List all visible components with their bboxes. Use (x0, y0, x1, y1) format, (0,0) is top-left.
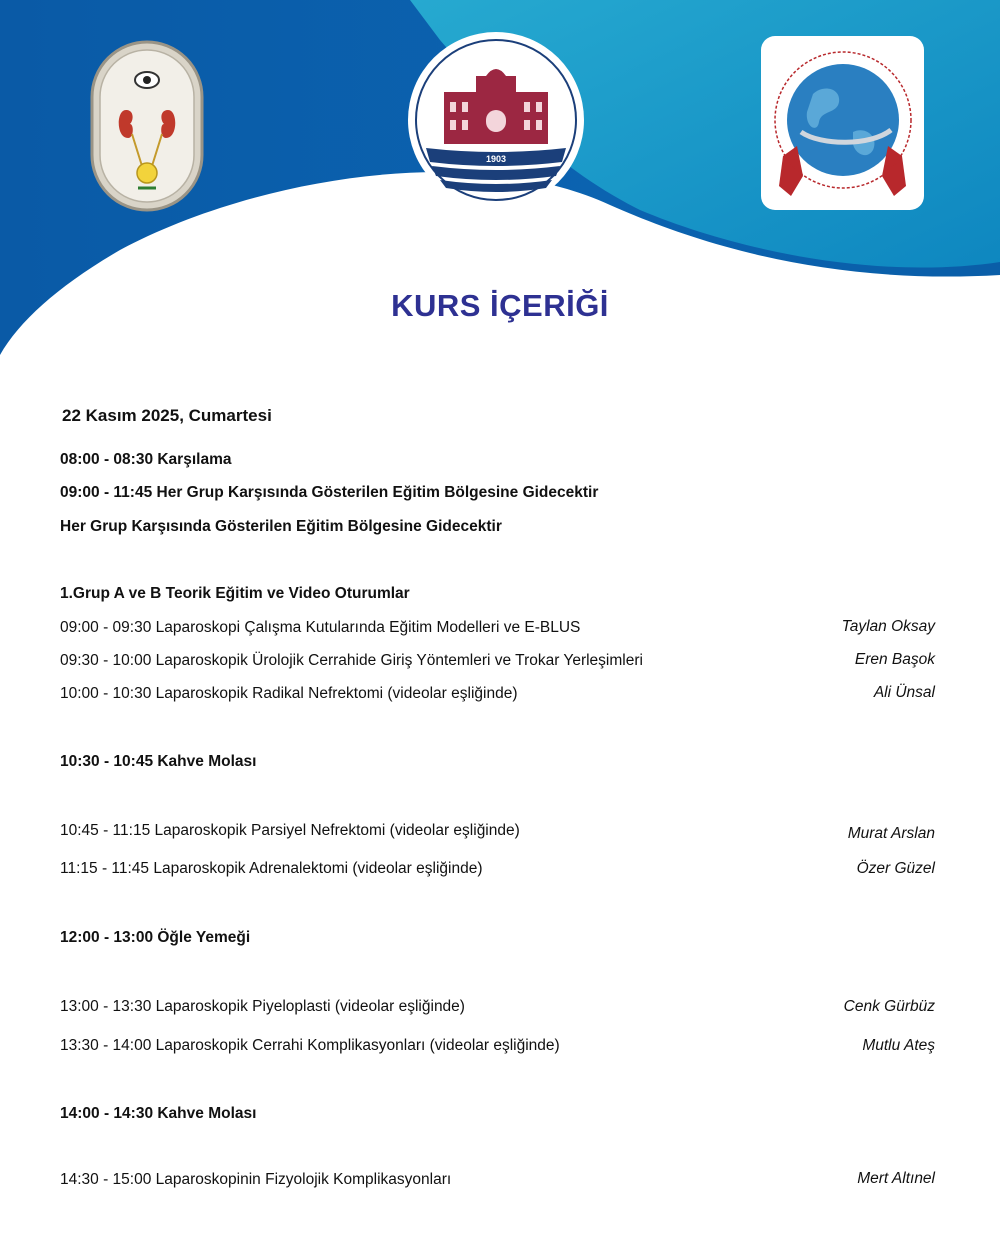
international-laparoscopy-robotic-surgery-association-logo (761, 36, 924, 210)
session-speaker: Ali Ünsal (873, 684, 935, 701)
logo-year: 1903 (485, 154, 507, 164)
session-text: 09:30 - 10:00 Laparoskopik Ürolojik Cerrahide Giriş Yöntemleri ve Trokar Yerleşimleri (60, 652, 643, 669)
session-text: 13:00 - 13:30 Laparoskopik Piyeloplasti (videolar eşliğinde) (60, 998, 465, 1015)
session-speaker: Cenk Gürbüz (843, 998, 935, 1015)
intro-line-2: 09:00 - 11:45 Her Grup Karşısında Gösterilen Eğitim Bölgesine Gidecektir (60, 484, 599, 501)
session-text: 10:45 - 11:15 Laparoskopik Parsiyel Nefrektomi (videolar eşliğinde) (60, 822, 520, 839)
session-text: 10:00 - 10:30 Laparoskopik Radikal Nefrektomi (videolar eşliğinde) (60, 685, 518, 702)
session-speaker: Özer Güzel (856, 860, 935, 877)
program-date: 22 Kasım 2025, Cumartesi (62, 406, 272, 425)
intro-line-3: Her Grup Karşısında Gösterilen Eğitim Bölgesine Gidecektir (60, 518, 502, 535)
intro-line-1: 08:00 - 08:30 Karşılama (60, 451, 232, 468)
break-line: 12:00 - 13:00 Öğle Yemeği (60, 929, 251, 946)
break-line: 14:00 - 14:30 Kahve Molası (60, 1105, 257, 1122)
session-text: 14:30 - 15:00 Laparoskopinin Fizyolojik Komplikasyonları (60, 1171, 452, 1188)
break-line: 10:30 - 10:45 Kahve Molası (60, 753, 257, 770)
group-title: 1.Grup A ve B Teorik Eğitim ve Video Oturumlar (60, 585, 410, 602)
session-speaker: Mutlu Ateş (862, 1037, 935, 1054)
turk-uroloji-logo (88, 38, 206, 214)
saglik-bilimleri-universitesi-logo (406, 30, 586, 210)
session-text: 09:00 - 09:30 Laparoskopi Çalışma Kutularında Eğitim Modelleri ve E-BLUS (60, 619, 581, 636)
session-speaker: Taylan Oksay (841, 618, 935, 635)
session-speaker: Mert Altınel (857, 1170, 935, 1187)
session-text: 11:15 - 11:45 Laparoskopik Adrenalektomi (videolar eşliğinde) (60, 860, 483, 877)
session-speaker: Eren Başok (854, 651, 935, 668)
session-text: 13:30 - 14:00 Laparoskopik Cerrahi Komplikasyonları (videolar eşliğinde) (60, 1037, 560, 1054)
session-speaker: Murat Arslan (847, 825, 935, 842)
page-title: KURS İÇERİĞİ (391, 288, 609, 323)
